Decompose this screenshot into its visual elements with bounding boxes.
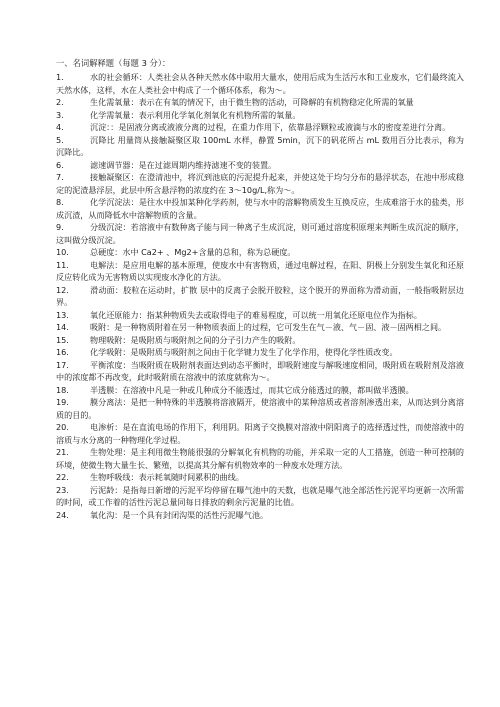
definition-item bbox=[56, 384, 464, 397]
definition-item bbox=[56, 221, 464, 246]
item-number: 15. bbox=[56, 334, 69, 345]
item-text: 化学吸附：是吸附质与吸附剂之间由于化学键力发生了化学作用，使得化学性质改变。 bbox=[90, 347, 398, 357]
definition-item bbox=[56, 284, 464, 309]
item-text: 水的社会循环：人类社会从各种天然水体中取用大量水，使用后成为生活污水和工业废水，它们最终流入天然水体，这样，水在人类社会中构成了一个循环体系，称为～。 bbox=[56, 72, 464, 95]
definition-item bbox=[56, 71, 464, 96]
definition-item bbox=[56, 421, 464, 446]
item-text: 电解法：是应用电解的基本原理，使废水中有害物质，通过电解过程，在阳、阴极上分别发生氧化和还原反应转化成为无害物质以实现废水净化的方法。 bbox=[56, 259, 464, 282]
item-text: 氧化沟：是一个具有封闭沟渠的活性污泥曝气池。 bbox=[90, 509, 269, 520]
definition-item bbox=[56, 396, 464, 421]
item-number: 24. bbox=[56, 509, 69, 520]
item-text: 氧化还原能力：指某种物质失去或取得电子的难易程度，可以统一用氧化还原电位作为指标。 bbox=[90, 309, 422, 320]
definition-item bbox=[56, 96, 464, 109]
definition-item bbox=[56, 471, 464, 484]
item-number: 20. bbox=[56, 422, 69, 432]
item-number: 2. bbox=[56, 97, 64, 107]
item-text: 滑动面：胶粒在运动时，扩散 层中的反离子会脱开胶粒，这个脱开的界面称为滑动面，一般指吸附层边界。 bbox=[56, 284, 464, 307]
item-number: 13. bbox=[56, 309, 69, 320]
item-number: 14. bbox=[56, 322, 69, 332]
item-text: 化学需氧量：表示利用化学氧化剂氧化有机物所需的氧量。 bbox=[90, 109, 301, 120]
item-text: 生物呼吸线：表示耗氧随时间累积的曲线。 bbox=[90, 472, 244, 482]
definition-item bbox=[56, 484, 464, 509]
definition-item bbox=[56, 246, 464, 259]
item-number: 12. bbox=[56, 284, 69, 295]
item-number: 21. bbox=[56, 447, 69, 457]
item-number: 5. bbox=[56, 134, 64, 145]
definition-item bbox=[56, 359, 464, 384]
item-number: 19. bbox=[56, 397, 69, 407]
definition-item bbox=[56, 309, 464, 322]
item-text: 分级沉淀：若溶液中有数种离子能与同一种离子生成沉淀，则可通过溶度积原理来判断生成沉淀的顺序，这叫做分级沉淀。 bbox=[56, 222, 464, 245]
item-number: 8. bbox=[56, 197, 64, 207]
item-text: 总硬度：水中 Ca2+ 、Mg2+含量的总和，称为总硬度。 bbox=[90, 247, 296, 257]
item-number: 7. bbox=[56, 172, 64, 182]
definition-item bbox=[56, 171, 464, 196]
definition-item bbox=[56, 196, 464, 221]
item-text: 生化需氧量：表示在有氧的情况下，由于微生物的活动，可降解的有机物稳定化所需的氧量 bbox=[90, 97, 414, 107]
definition-item bbox=[56, 109, 464, 122]
definition-item bbox=[56, 121, 464, 134]
definition-item bbox=[56, 259, 464, 284]
definition-item bbox=[56, 446, 464, 471]
item-number: 22. bbox=[56, 472, 69, 482]
definition-list bbox=[56, 71, 464, 521]
section-heading: 一、名词解释题（每题 3 分）： bbox=[56, 58, 171, 68]
item-number: 3. bbox=[56, 109, 64, 120]
item-number: 18. bbox=[56, 384, 69, 395]
item-text: 电渗析：是在直流电场的作用下，利用阴。阳离子交换膜对溶液中阴阳离子的选择透过性，而使溶液中的溶质与水分离的一种物理化学过程。 bbox=[56, 422, 464, 445]
item-number: 10. bbox=[56, 247, 69, 257]
item-text: 滤速调节器：是在过滤周期内维持滤速不变的装置。 bbox=[90, 159, 277, 170]
definition-item bbox=[56, 509, 464, 522]
item-number: 16. bbox=[56, 347, 69, 357]
definition-item bbox=[56, 346, 464, 359]
item-number: 11. bbox=[56, 259, 69, 270]
item-text: 半透膜：在溶液中凡是一种或几种成分不能透过，而其它成分能透过的膜，都叫做半透膜。 bbox=[90, 384, 414, 395]
item-number: 23. bbox=[56, 484, 69, 495]
item-number: 4. bbox=[56, 122, 64, 132]
definition-item bbox=[56, 321, 464, 334]
definition-item bbox=[56, 334, 464, 347]
item-text: 污泥龄：是指每日新增的污泥平均停留在曝气池中的天数，也就是曝气池全部活性污泥平均更新一次所需的时间，或工作着的活性污泥总量同每日排放的剩余污泥量的比值。 bbox=[56, 484, 464, 507]
item-text: 沉降比 用量筒从接触凝聚区取 100mL 水样，静置 5min，沉下的矾花所占 mL 数用百分比表示，称为沉降比。 bbox=[56, 134, 464, 157]
item-text: 化学沉淀法：是往水中投加某种化学药剂，使与水中的溶解物质发生互换反应，生成难溶于水的盐类，形成沉渣，从而降低水中溶解物质的含量。 bbox=[56, 197, 464, 220]
item-text: 沉淀：：是固液分离或液液分离的过程，在重力作用下，依靠悬浮颗粒或液滴与水的密度差进行分离。 bbox=[90, 122, 451, 132]
item-text: 平衡浓度：当吸附质在吸附剂表面达到动态平衡时，即吸附速度与解吸速度相同，吸附质在吸附剂及溶液中的浓度都不再改变，此时吸附质在溶液中的浓度就称为～。 bbox=[56, 359, 464, 382]
item-text: 生物处理：是主利用微生物能很强的分解氧化有机物的功能，并采取一定的人工措施，创造一种可控制的环境，使微生物大量生长、繁殖，以提高其分解有机物效率的一种废水处理方法。 bbox=[56, 447, 464, 470]
item-text: 吸附：是一种物质附着在另一种物质表面上的过程，它可发生在气－液、气－固、液－固两相之间。 bbox=[90, 322, 447, 332]
definition-item bbox=[56, 159, 464, 172]
item-number: 9. bbox=[56, 222, 64, 232]
item-number: 17. bbox=[56, 359, 69, 370]
item-text: 膜分离法：是把一种特殊的半透膜将溶液隔开，使溶液中的某种溶质或者溶剂渗透出来，从而达到分离溶质的目的。 bbox=[56, 397, 464, 420]
item-number: 1. bbox=[56, 72, 64, 82]
definition-item bbox=[56, 134, 464, 159]
item-text: 接触凝聚区：在澄清池中，将沉到池底的污泥提升起来，并使这处于均匀分布的悬浮状态，在池中形成稳定的泥渣悬浮层，此层中所含悬浮物的浓度约在 3～10g/L,称为～。 bbox=[56, 172, 464, 195]
item-text: 物理吸附：是吸附质与吸附剂之间的分子引力产生的吸附。 bbox=[90, 334, 301, 345]
item-number: 6. bbox=[56, 159, 64, 170]
